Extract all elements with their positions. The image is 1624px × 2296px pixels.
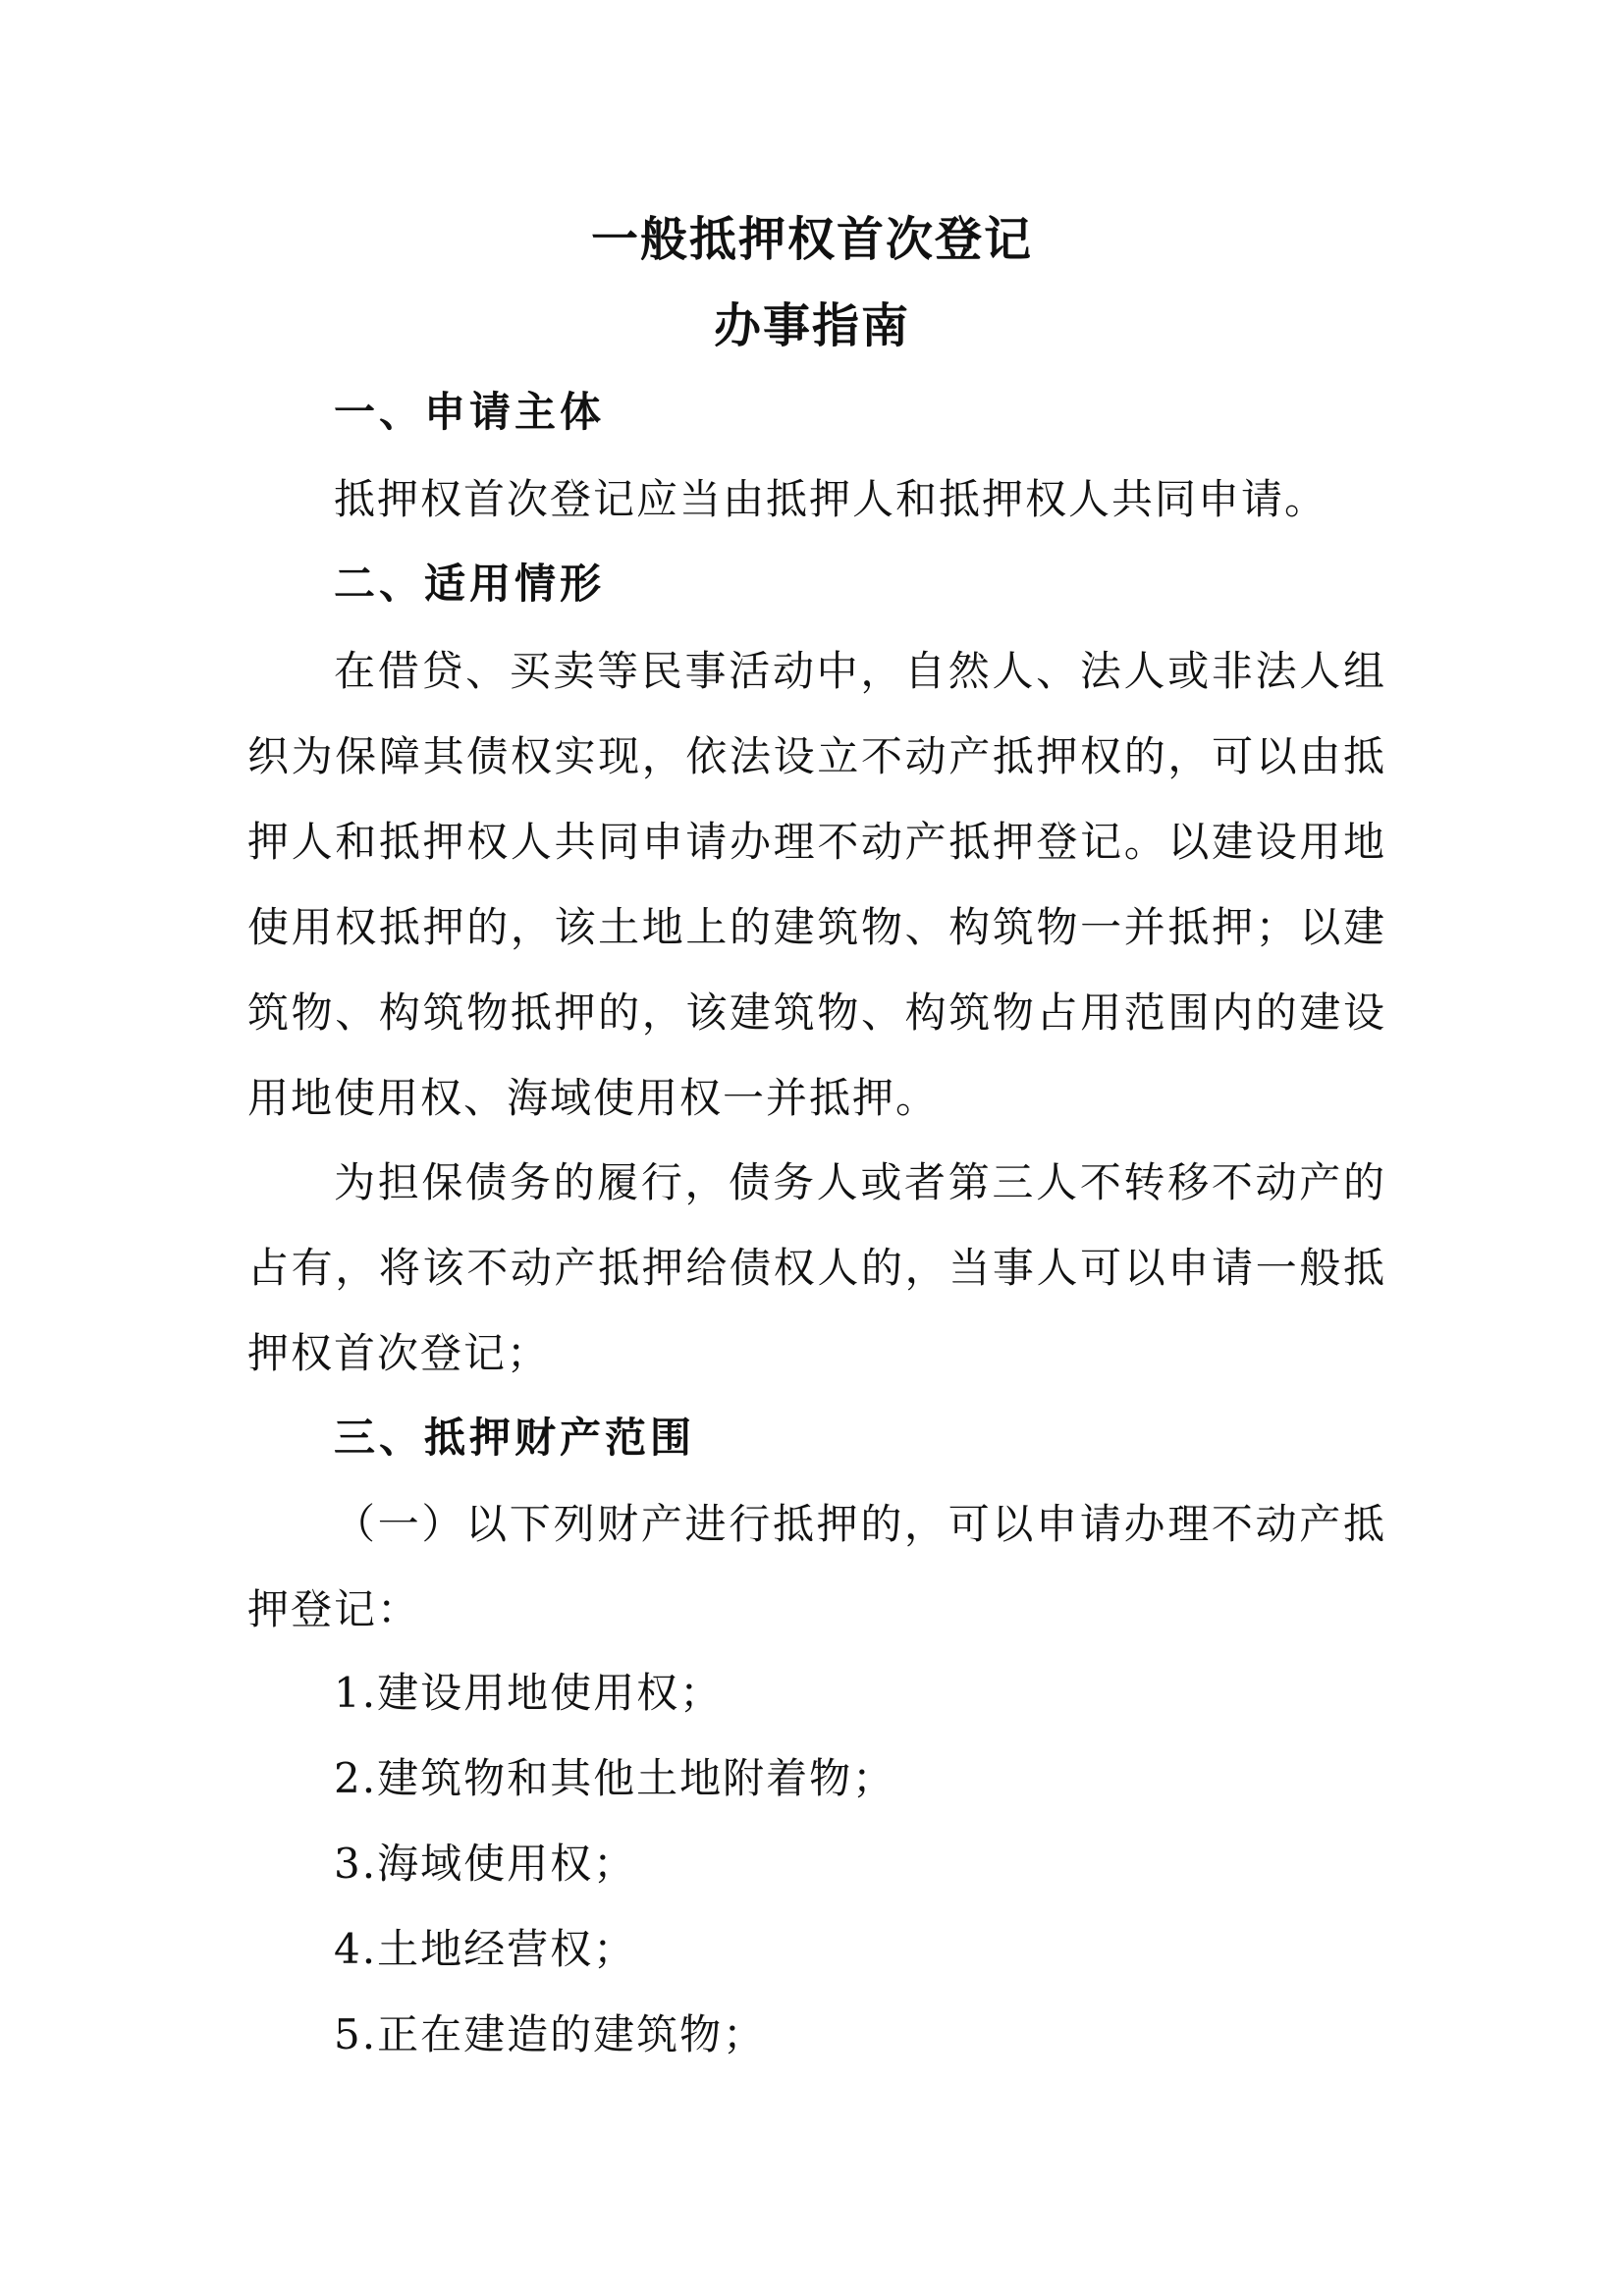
document-title: 一般抵押权首次登记 bbox=[590, 212, 1033, 267]
document-subtitle: 办事指南 bbox=[713, 298, 910, 353]
list-item: 3.海域使用权； bbox=[334, 1840, 637, 1888]
paragraph-debt-guarantee: 为担保债务的履行，债务人或者第三人不转移不动产的占有，将该不动产抵押给债权人的，当事人可以申请一般抵押权首次登记； bbox=[247, 1158, 1386, 1377]
section-heading-applicant: 一、申请主体 bbox=[334, 388, 606, 436]
list-item: 2.建筑物和其他土地附着物； bbox=[334, 1754, 896, 1802]
section-heading-property-scope: 三、抵押财产范围 bbox=[334, 1414, 696, 1462]
paragraph-property-scope-intro: （一）以下列财产进行抵押的，可以申请办理不动产抵押登记： bbox=[247, 1500, 1386, 1633]
list-item: 4.土地经营权； bbox=[334, 1925, 637, 1973]
paragraph-applicant: 抵押权首次登记应当由抵押人和抵押权人共同申请。 bbox=[334, 475, 1328, 523]
list-item: 5.正在建造的建筑物； bbox=[334, 2010, 767, 2058]
paragraph-applicable-cases: 在借贷、买卖等民事活动中，自然人、法人或非法人组织为保障其债权实现，依法设立不动产抵押权的，可以由抵押人和抵押权人共同申请办理不动产抵押登记。以建设用地使用权抵押的，该土地上的建筑物、构筑物一并抵押；以建筑物、构筑物抵押的，该建筑物、构筑物占用范围内的建设用地使用权、海域使用权一并抵押。 bbox=[247, 647, 1386, 1122]
list-item: 1.建设用地使用权； bbox=[334, 1669, 724, 1717]
section-heading-applicable-cases: 二、适用情形 bbox=[334, 560, 606, 608]
